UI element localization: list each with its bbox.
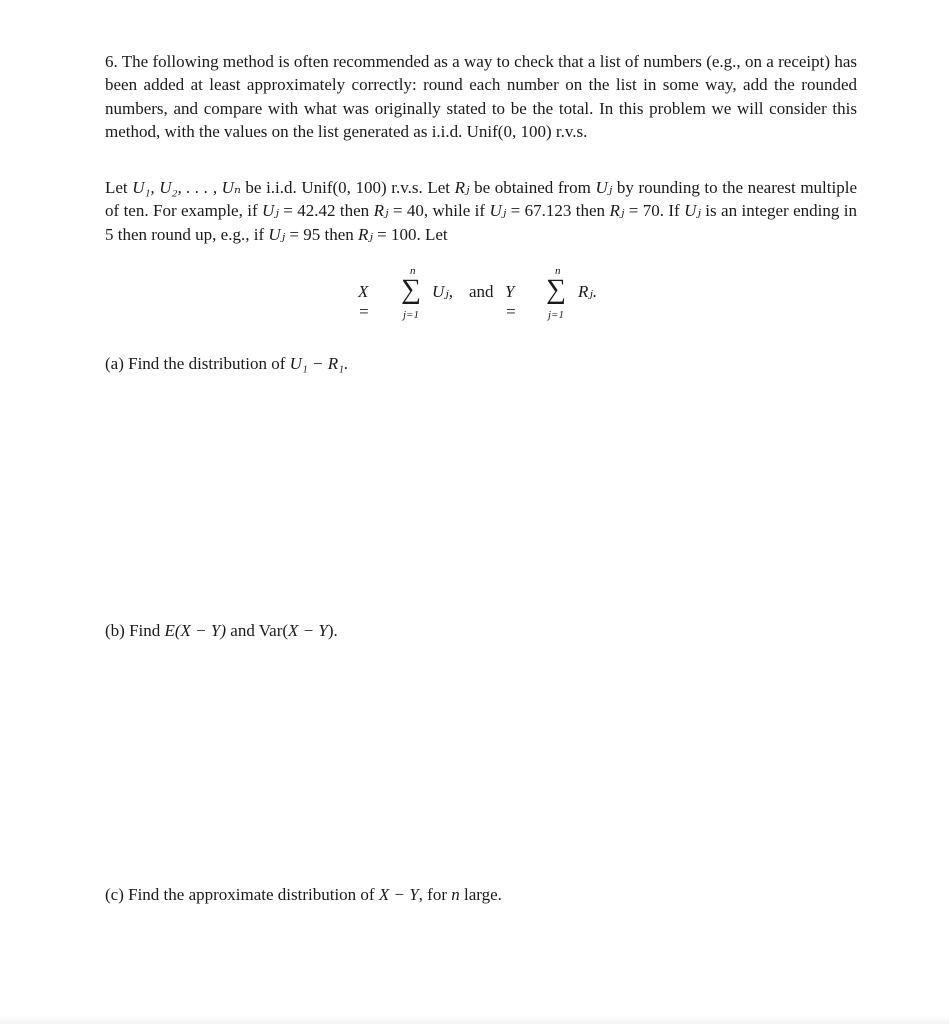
- part-b-label: (b) Find: [105, 621, 165, 640]
- part-c-text: , for: [418, 885, 452, 904]
- sigma-symbol: ∑: [546, 274, 566, 305]
- x-lhs: X =: [358, 282, 370, 321]
- part-b-expr: X − Y: [288, 621, 328, 640]
- sigma-symbol: ∑: [401, 274, 421, 305]
- part-c-n: n: [451, 885, 460, 904]
- setup-text: = 70. If: [624, 201, 685, 221]
- math-rj: Rⱼ: [358, 224, 373, 244]
- problem-setup: [105, 176, 857, 246]
- x-term: Uⱼ,: [432, 282, 454, 301]
- part-c-text: large.: [459, 885, 502, 904]
- part-c-expr: X − Y: [378, 885, 419, 904]
- setup-text: = 100. Let: [372, 224, 448, 244]
- sum-lower-limit: j=1: [548, 309, 564, 321]
- math-rj: Rⱼ: [454, 178, 470, 197]
- math-uj: Uⱼ: [684, 201, 701, 221]
- setup-text: Let: [105, 178, 133, 197]
- setup-text: be i.i.d. Unif(0, 100) r.v.s. Let: [240, 178, 455, 197]
- problem-intro: [105, 50, 857, 144]
- part-c-label: (c) Find the approximate distribution of: [105, 885, 379, 904]
- math-vars: U₁, U₂, . . . , Uₙ: [132, 178, 241, 197]
- sum-lower-limit: j=1: [403, 309, 419, 321]
- math-uj: Uⱼ: [489, 201, 507, 221]
- intro-text: The following method is often recommended as a way to check that a list of numbers (e.g., on a receipt) has been added at least approximately correctly: round each number on the list in some way, add the rounded numbers, and compare with what was originally stated to be the total. In this problem we will consider this method, with the values on the list generated as i.i.d. Unif(0, 100) r.v.s.: [105, 52, 857, 142]
- sum-upper-limit: n: [555, 265, 561, 277]
- and-word: and: [469, 282, 494, 301]
- setup-text: = 67.123 then: [506, 201, 610, 221]
- setup-text: = 40, while if: [388, 201, 490, 221]
- math-uj: Uⱼ: [268, 224, 286, 244]
- page-bottom-edge: [0, 1016, 949, 1024]
- math-uj: Uⱼ: [595, 178, 613, 197]
- y-lhs: Y =: [505, 282, 517, 321]
- problem-number: 6.: [105, 52, 118, 71]
- part-c: [105, 883, 502, 906]
- setup-text: by rounding to the nearest multiple of ten. For example, if: [105, 178, 857, 221]
- part-b-text: ).: [327, 621, 338, 640]
- setup-text: be obtained from: [469, 178, 596, 197]
- part-b-text: and Var(: [226, 621, 289, 640]
- math-rj: Rⱼ: [373, 201, 389, 221]
- setup-text: = 42.42 then: [278, 201, 374, 221]
- part-a-expr: U₁ − R₁.: [289, 354, 349, 373]
- part-a-label: (a) Find the distribution of: [105, 354, 290, 373]
- sum-upper-limit: n: [410, 265, 416, 277]
- part-b: [105, 619, 338, 642]
- y-term: Rⱼ.: [578, 282, 598, 301]
- part-a: [105, 352, 348, 375]
- setup-text: is an integer ending in 5 then round up, e.g., if: [105, 201, 858, 244]
- math-rj: Rⱼ: [609, 201, 625, 221]
- math-uj: Uⱼ: [262, 201, 279, 221]
- setup-text: = 95 then: [285, 224, 358, 244]
- part-b-expr: E(X − Y): [164, 621, 227, 640]
